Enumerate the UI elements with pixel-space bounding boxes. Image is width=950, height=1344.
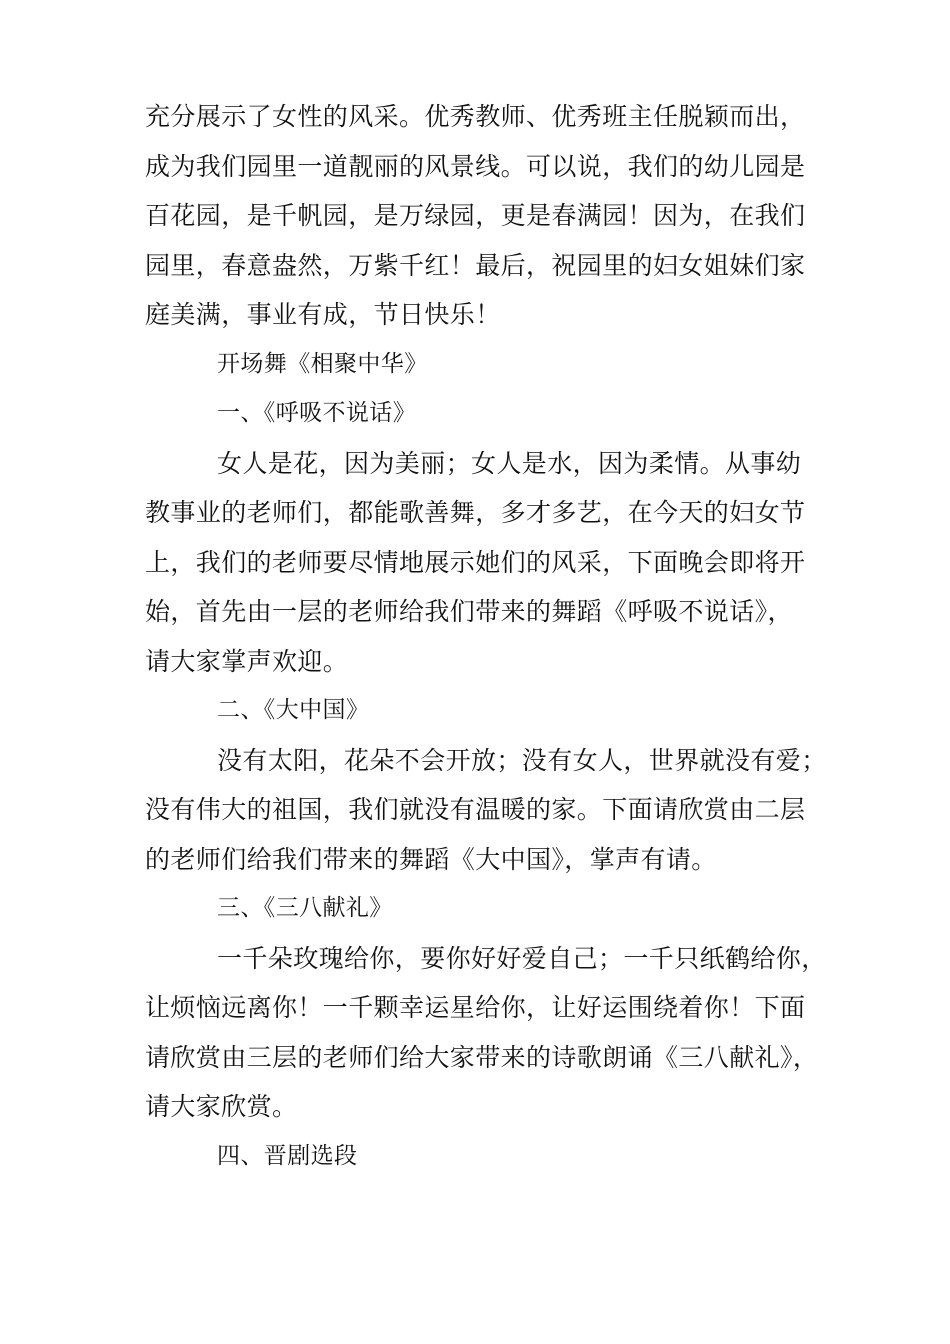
text-line: 充分展示了女性的风采。优秀教师、优秀班主任脱颖而出， [145,102,806,131]
text-line: 一千朵玫瑰给你，要你好好爱自己；一千只纸鹤给你， [217,943,827,973]
text-line: 没有伟大的祖国，我们就没有温暖的家。下面请欣赏由二层 [145,795,806,824]
text-line: 女人是花，因为美丽；女人是水，因为柔情。从事幼 [217,448,802,478]
document-body [145,92,827,1181]
text-line: 庭美满，事业有成，节日快乐！ [145,300,501,329]
text-line: 请大家欣赏。 [145,1092,298,1121]
text-line: 没有太阳，花朵不会开放；没有女人，世界就没有爱； [217,745,827,775]
text-line: 让烦恼远离你！一千颗幸运星给你，让好运围绕着你！下面 [145,993,806,1022]
text-line: 百花园，是千帆园，是万绿园，更是春满园！因为，在我们 [145,201,806,230]
text-line: 请欣赏由三层的老师们给大家带来的诗歌朗诵《三八献礼》， [145,1042,819,1072]
text-line: 始，首先由一层的老师给我们带来的舞蹈《呼吸不说话》， [145,597,793,626]
text-line: 上，我们的老师要尽情地展示她们的风采，下面晚会即将开 [145,547,806,577]
text-line: 的老师们给我们带来的舞蹈《大中国》，掌声有请。 [145,844,717,874]
section-heading-two: 二、《大中国》 [217,697,370,723]
text-line: 请大家掌声欢迎。 [145,646,349,676]
section-heading-opening-dance: 开场舞《相聚中华》 [217,350,428,377]
text-line: 成为我们园里一道靓丽的风景线。可以说，我们的幼儿园是 [145,151,806,181]
section-heading-three: 三、《三八献礼》 [217,895,393,921]
section-heading-one: 一、《呼吸不说话》 [217,400,417,426]
section-heading-four: 四、晋剧选段 [217,1142,358,1169]
text-line: 园里，春意盎然，万紫千红！最后，祝园里的妇女姐妹们家 [145,250,806,280]
text-line: 教事业的老师们，都能歌善舞，多才多艺，在今天的妇女节 [145,498,806,527]
